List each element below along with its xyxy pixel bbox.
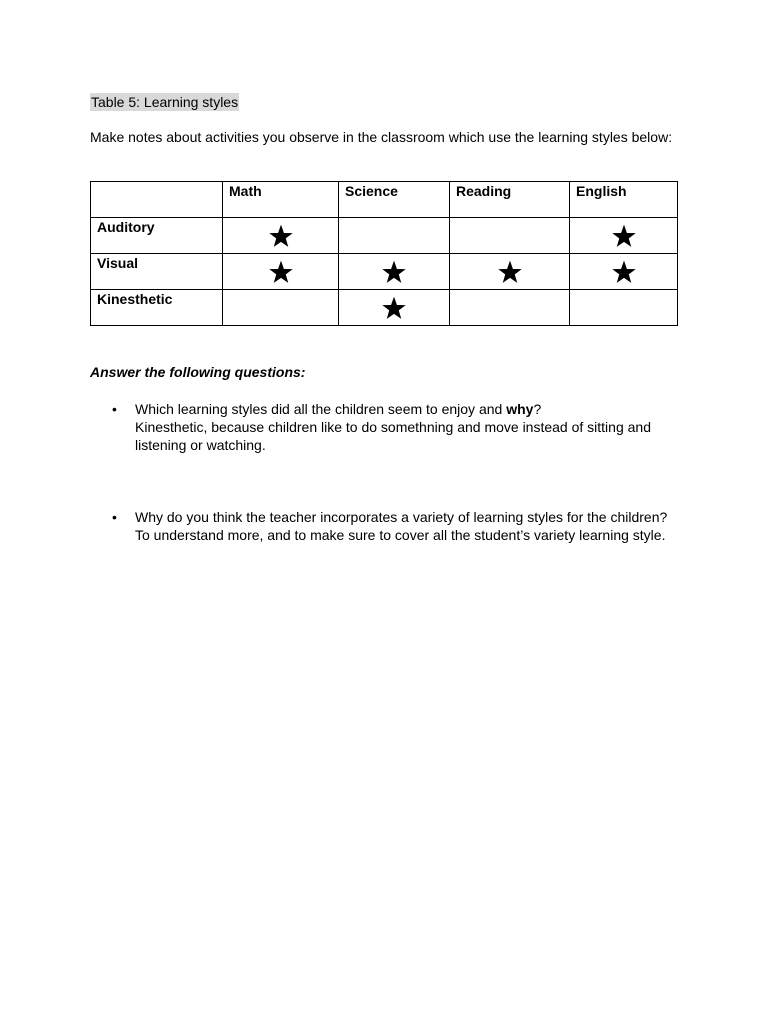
table-cell xyxy=(339,254,450,290)
question-text: Which learning styles did all the children seem to enjoy and why? xyxy=(135,401,542,417)
table-cell xyxy=(570,218,678,254)
row-header: Visual xyxy=(91,254,223,290)
answer-text: Kinesthetic, because children like to do somethning and move instead of sitting and listening or watching. xyxy=(135,419,651,453)
instructions-text: Make notes about activities you observe in the classroom which use the learning styles below: xyxy=(90,129,673,145)
row-header: Kinesthetic xyxy=(91,290,223,326)
table-cell xyxy=(450,218,570,254)
column-header: English xyxy=(570,182,678,218)
star-icon xyxy=(611,259,637,285)
star-icon xyxy=(381,295,407,321)
question-emphasis: why xyxy=(506,401,534,417)
star-icon xyxy=(497,259,523,285)
table-cell xyxy=(223,218,339,254)
table-cell xyxy=(570,290,678,326)
questions-heading: Answer the following questions: xyxy=(90,364,306,380)
star-icon xyxy=(381,259,407,285)
table-cell xyxy=(223,290,339,326)
column-header: Reading xyxy=(450,182,570,218)
table-row xyxy=(91,290,678,326)
row-header: Auditory xyxy=(91,218,223,254)
table-cell xyxy=(223,254,339,290)
table-row xyxy=(91,254,678,290)
column-header: Math xyxy=(223,182,339,218)
star-icon xyxy=(611,223,637,249)
bullet: • xyxy=(112,401,117,417)
table-header-row xyxy=(91,182,678,218)
table-cell xyxy=(339,218,450,254)
question-body xyxy=(135,400,680,454)
table-cell xyxy=(450,290,570,326)
star-icon xyxy=(268,223,294,249)
table-cell xyxy=(570,254,678,290)
question-text: Why do you think the teacher incorporates a variety of learning styles for the children? xyxy=(135,509,668,525)
table-row xyxy=(91,218,678,254)
learning-styles-table xyxy=(90,181,678,326)
table-cell xyxy=(450,254,570,290)
table-corner-cell xyxy=(91,182,223,218)
star-icon xyxy=(268,259,294,285)
table-cell xyxy=(339,290,450,326)
question-body xyxy=(135,508,680,544)
column-header: Science xyxy=(339,182,450,218)
answer-text: To understand more, and to make sure to cover all the student’s variety learning style. xyxy=(135,527,666,543)
bullet: • xyxy=(112,509,117,525)
table-caption: Table 5: Learning styles xyxy=(91,94,239,110)
